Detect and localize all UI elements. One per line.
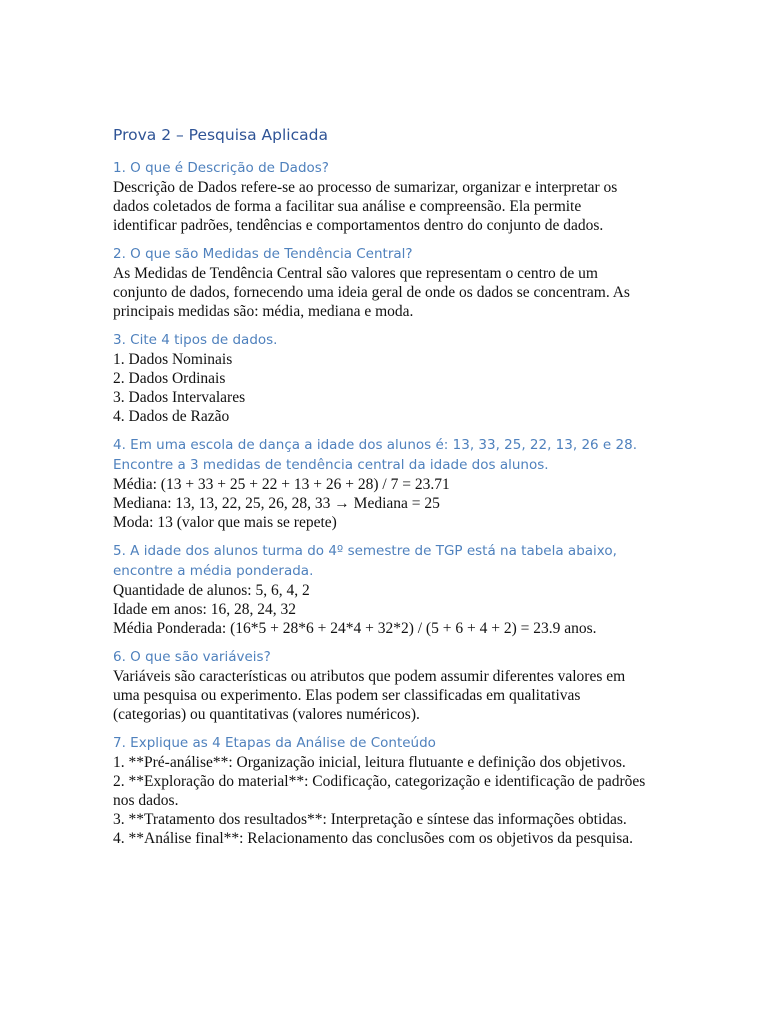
answer-line: Descrição de Dados refere-se ao processo de sumarizar, organizar e interpretar os	[113, 179, 618, 196]
answer-line: nos dados.	[113, 792, 179, 809]
answer-line: (categorias) ou quantitativas (valores numéricos).	[113, 706, 420, 723]
question-heading	[113, 541, 673, 581]
question-line: encontre a média ponderada.	[113, 563, 314, 579]
answer-line: Quantidade de alunos: 5, 6, 4, 2	[113, 582, 310, 599]
answer-line: Idade em anos: 16, 28, 24, 32	[113, 601, 296, 618]
question-line: 2. O que são Medidas de Tendência Central?	[113, 246, 413, 262]
answer-line: Média: (13 + 33 + 25 + 22 + 13 + 26 + 28) / 7 = 23.71	[113, 476, 450, 493]
answer-line: Mediana: 13, 13, 22, 25, 26, 28, 33 → Mediana = 25	[113, 495, 440, 512]
answer-text	[113, 667, 673, 724]
question-line: 7. Explique as 4 Etapas da Análise de Conteúdo	[113, 735, 436, 751]
answer-text	[113, 753, 673, 848]
question-line: 1. O que é Descrição de Dados?	[113, 160, 329, 176]
section-1	[113, 158, 673, 235]
answer-text	[113, 581, 673, 638]
answer-line: Moda: 13 (valor que mais se repete)	[113, 514, 337, 531]
section-5	[113, 541, 673, 638]
answer-line: identificar padrões, tendências e comportamentos dentro do conjunto de dados.	[113, 217, 604, 234]
answer-line: 4. **Análise final**: Relacionamento das conclusões com os objetivos da pesquisa.	[113, 830, 633, 847]
answer-line: As Medidas de Tendência Central são valores que representam o centro de um	[113, 265, 598, 282]
section-2	[113, 244, 673, 321]
answer-line: Média Ponderada: (16*5 + 28*6 + 24*4 + 32*2) / (5 + 6 + 4 + 2) = 23.9 anos.	[113, 620, 597, 637]
question-heading	[113, 435, 673, 475]
section-4	[113, 435, 673, 532]
question-heading	[113, 244, 673, 264]
answer-line: uma pesquisa ou experimento. Elas podem ser classificadas em qualitativas	[113, 687, 581, 704]
section-6	[113, 647, 673, 724]
document-title: Prova 2 – Pesquisa Aplicada	[113, 126, 328, 144]
answer-line: conjunto de dados, fornecendo uma ideia geral de onde os dados se concentram. As	[113, 284, 630, 301]
section-7	[113, 733, 673, 848]
answer-line: 4. Dados de Razão	[113, 408, 230, 425]
answer-line: 1. **Pré-análise**: Organização inicial, leitura flutuante e definição dos objetivos.	[113, 754, 626, 771]
question-heading	[113, 733, 673, 753]
answer-line: 1. Dados Nominais	[113, 351, 233, 368]
answer-line: 2. Dados Ordinais	[113, 370, 226, 387]
answer-text	[113, 178, 673, 235]
question-line: 4. Em uma escola de dança a idade dos alunos é: 13, 33, 25, 22, 13, 26 e 28.	[113, 437, 637, 453]
question-line: 6. O que são variáveis?	[113, 649, 271, 665]
question-line: 5. A idade dos alunos turma do 4º semestre de TGP está na tabela abaixo,	[113, 543, 617, 559]
answer-line: dados coletados de forma a facilitar sua análise e compreensão. Ela permite	[113, 198, 582, 215]
answer-line: 2. **Exploração do material**: Codificação, categorização e identificação de padrões	[113, 773, 646, 790]
answer-line: Variáveis são características ou atributos que podem assumir diferentes valores em	[113, 668, 626, 685]
answer-text	[113, 350, 673, 426]
document-page	[113, 124, 673, 857]
answer-text	[113, 475, 673, 532]
answer-text	[113, 264, 673, 321]
question-heading	[113, 158, 673, 178]
question-line: Encontre a 3 medidas de tendência central da idade dos alunos.	[113, 457, 549, 473]
answer-line: principais medidas são: média, mediana e moda.	[113, 303, 414, 320]
question-line: 3. Cite 4 tipos de dados.	[113, 332, 278, 348]
answer-line: 3. **Tratamento dos resultados**: Interpretação e síntese das informações obtidas.	[113, 811, 627, 828]
question-heading	[113, 647, 673, 667]
section-3	[113, 330, 673, 426]
answer-line: 3. Dados Intervalares	[113, 389, 246, 406]
question-heading	[113, 330, 673, 350]
